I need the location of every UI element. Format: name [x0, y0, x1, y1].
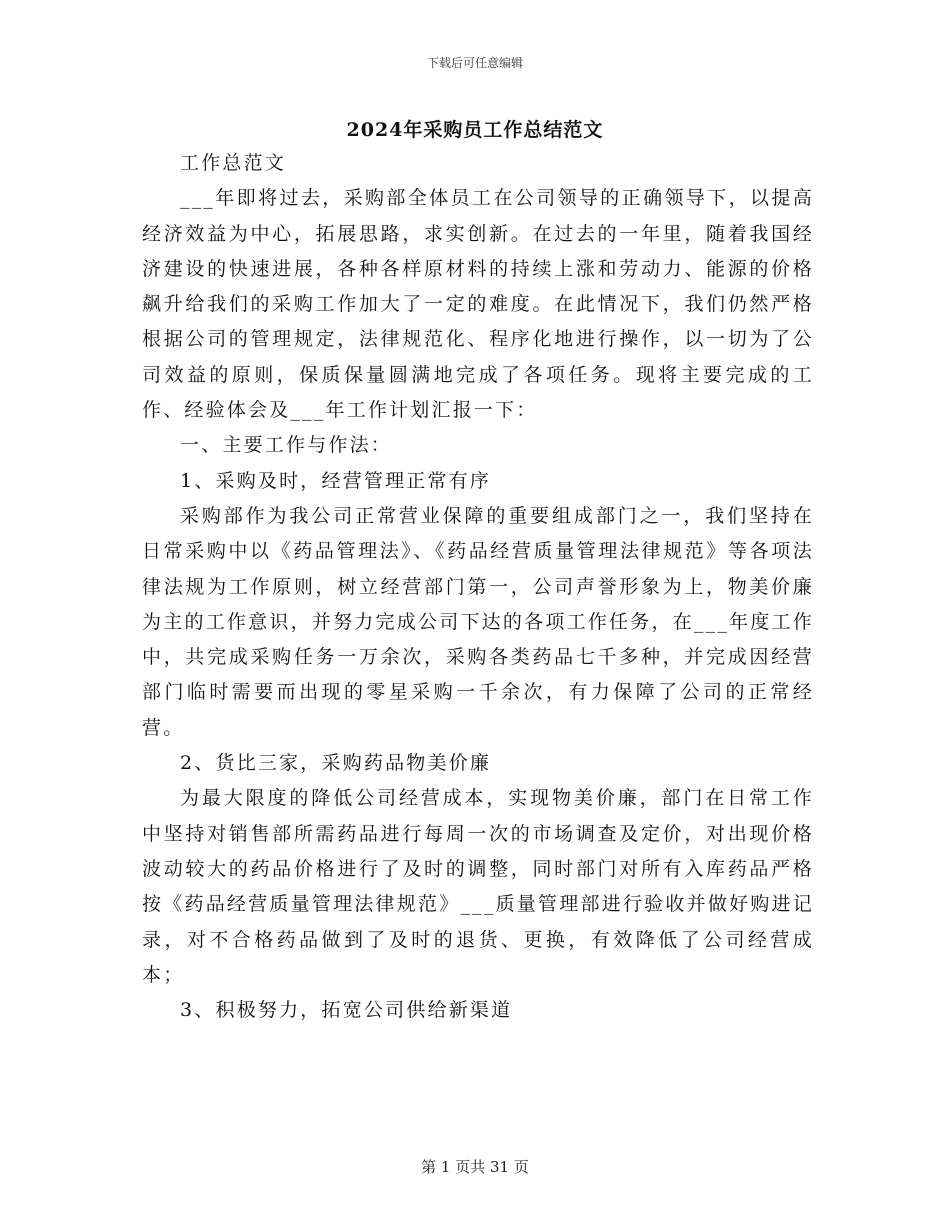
paragraph: 采购部作为我公司正常营业保障的重要组成部门之一，我们坚持在日常采购中以《药品管理法》、《药品经营质量管理法律规范》等各项法律法规为工作原则，树立经营部门第一，公司声誉形象为上，物美价廉为主的工作意识，并努力完成公司下达的各项工作任务，在___年度工作中，共完成采购任务一万余次，采购各类药品七千多种，并完成因经营部门临时需要而出现的零星采购一千余次，有力保障了公司的正常经营。	[142, 504, 814, 739]
document-body	[142, 146, 814, 1028]
subsection-heading: 2、货比三家，采购药品物美价廉	[180, 752, 492, 775]
header-note: 下载后可任意编辑	[426, 56, 523, 70]
subsection-heading: 1、采购及时，经营管理正常有序	[180, 469, 492, 492]
paragraph-heading: 工作总范文	[180, 152, 287, 174]
page-indicator: 第 1 页共 31 页	[421, 1158, 529, 1176]
subsection-heading: 3、积极努力，拓宽公司供给新渠道	[180, 999, 513, 1022]
document-title: 2024年采购员工作总结范文	[346, 119, 604, 141]
paragraph: ___年即将过去，采购部全体员工在公司领导的正确领导下，以提高经济效益为中心，拓展思路，求实创新。在过去的一年里，随着我国经济建设的快速进展，各种各样原材料的持续上涨和劳动力、能源的价格飙升给我们的采购工作加大了一定的难度。在此情况下，我们仍然严格根据公司的管理规定，法律规范化、程序化地进行操作，以一切为了公司效益的原则，保质保量圆满地完成了各项任务。现将主要完成的工作、经验体会及___年工作计划汇报一下：	[142, 187, 814, 422]
section-heading: 一、主要工作与作法：	[180, 434, 393, 457]
paragraph: 为最大限度的降低公司经营成本，实现物美价廉，部门在日常工作中坚持对销售部所需药品进行每周一次的市场调查及定价，对出现价格波动较大的药品价格进行了及时的调整，同时部门对所有入库药品严格按《药品经营质量管理法律规范》___质量管理部进行验收并做好购进记录，对不合格药品做到了及时的退货、更换，有效降低了公司经营成本；	[142, 787, 814, 986]
